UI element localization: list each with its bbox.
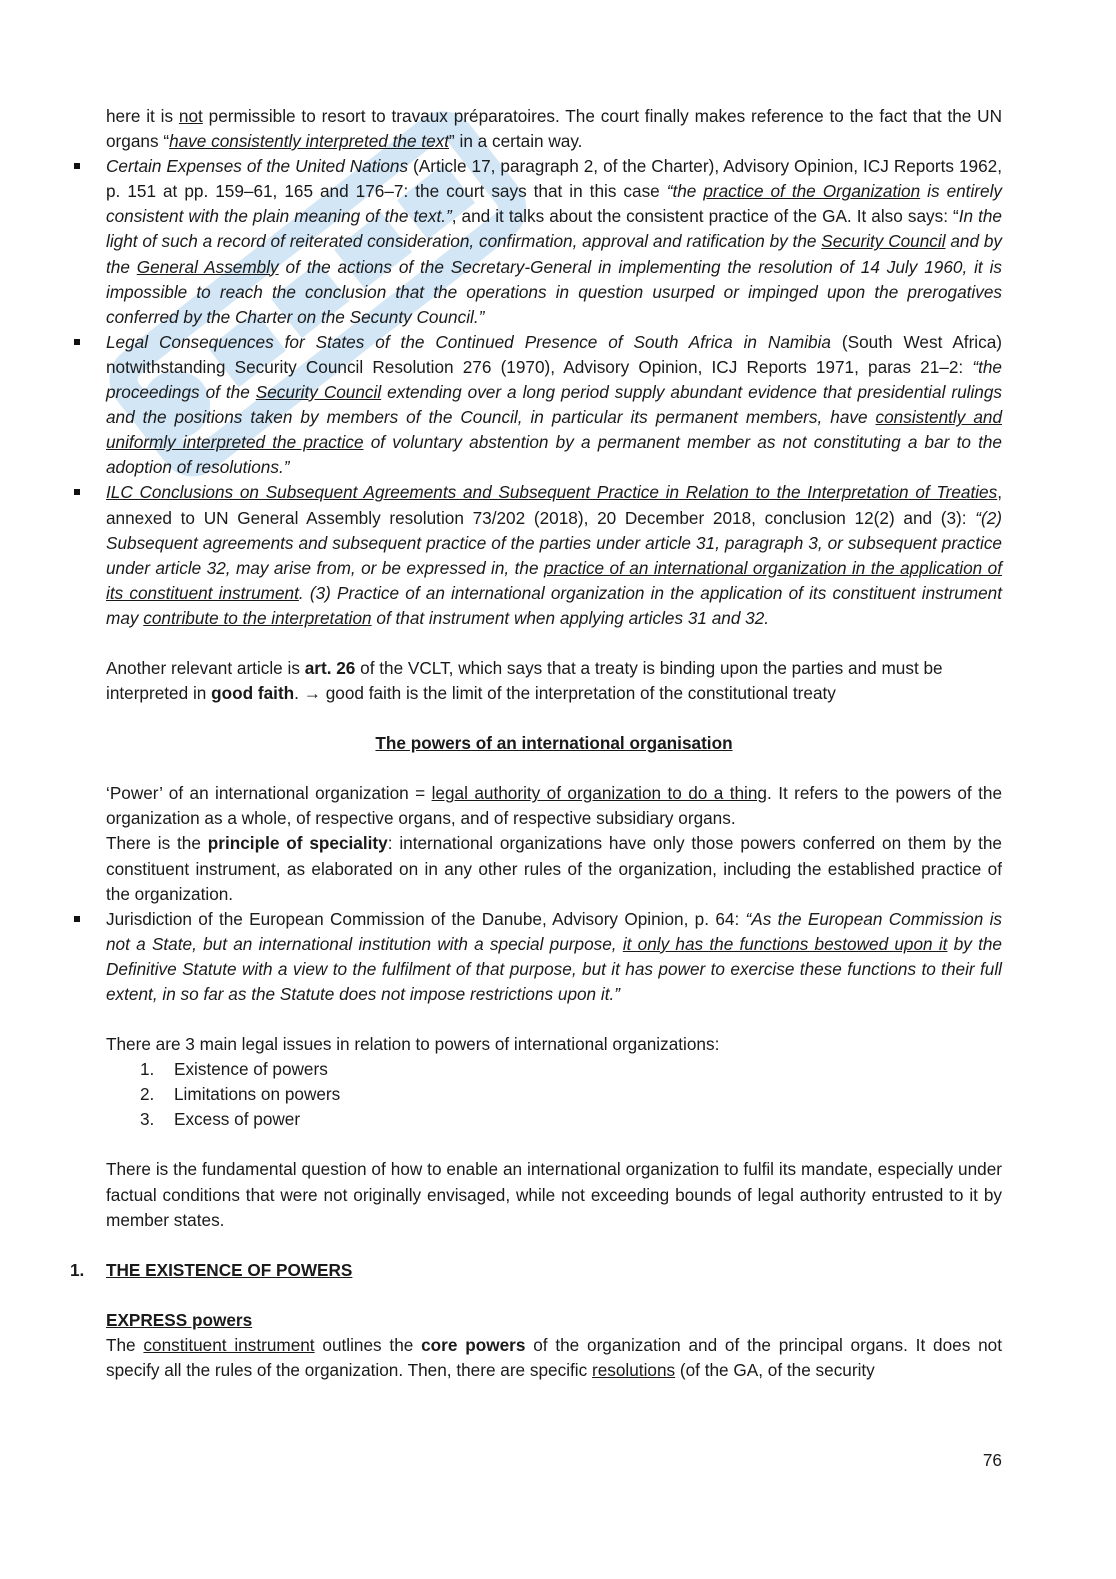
speciality-paragraph: There is the principle of speciality: international organizations have only those powers conferred on them by the constituent instrument, as elaborated on in any other rules of the organization, including the established practice of the organization. bbox=[106, 833, 1002, 904]
intro-paragraph: here it is not permissible to resort to travaux préparatoires. The court finally makes reference to the fact that the UN organs “have consistently interpreted the text” in a certain way. bbox=[106, 106, 1002, 152]
section-heading-existence: 1. THE EXISTENCE OF POWERS bbox=[70, 1259, 353, 1280]
fundamental-paragraph: There is the fundamental question of how to enable an international organization to fulfil its mandate, especially under factual conditions that were not originally envisaged, while not exceeding bounds of legal authority entrusted to it by member states. bbox=[106, 1159, 1002, 1230]
case-name: Certain Expenses of the United Nations bbox=[106, 156, 409, 177]
document-body bbox=[70, 104, 1003, 1383]
express-paragraph: The constituent instrument outlines the core powers of the organization and of the principal organs. It does not specify all the rules of the organization. Then, there are specific resolutions (of the GA, of the security bbox=[106, 1334, 1002, 1381]
case-name: ILC Conclusions on Subsequent Agreements and Subsequent Practice in Relation to the Interpretation of Treaties bbox=[106, 482, 998, 503]
art26-paragraph: Another relevant article is art. 26 of the VCLT, which says that a treaty is binding upon the parties and must be interpreted in good faith. → good faith is the limit of the interpretation of the constitutional treaty bbox=[106, 657, 943, 704]
arrow-icon: → bbox=[303, 683, 321, 704]
case-namibia: Legal Consequences for States of the Continued Presence of South Africa in Namibia (South West Africa) notwithstanding Security Council Resolution 276 (1970), Advisory Opinion, ICJ Reports 1971, paras 21–2: “the proceedings of the Security Council extending over a long period supply abundant evidence that presidential rulings and the positions taken by members of the Council, in particular its permanent members, have consistently and uniformly interpreted the practice of voluntary abstention by a permanent member as not constituting a bar to the adoption of resolutions.” bbox=[106, 330, 1002, 481]
case-list bbox=[106, 154, 1002, 631]
page-number: 76 bbox=[982, 1450, 1002, 1470]
quoted-phrase: have consistently interpreted the text bbox=[169, 131, 449, 152]
case-certain-expenses: Certain Expenses of the United Nations (Article 17, paragraph 2, of the Charter), Advisory Opinion, ICJ Reports 1962, p. 151 at pp. 159–61, 165 and 176–7: the court says that in this case “the practice of the Organization is entirely consistent with the plain meaning of the text.”, and it talks about the consistent practice of the GA. It also says: “In the light of such a record of reiterated consideration, confirmation, approval and ratification by the Security Council and by the General Assembly of the actions of the Secretary-General in implementing the resolution of 14 July 1960, it is impossible to reach the conclusion that the operations in question usurped or impinged upon the prerogatives conferred by the Charter on the Secunty Council.” bbox=[106, 154, 1002, 330]
case-name: Legal Consequences for States of the Continued Presence of South Africa in Namibia bbox=[106, 331, 831, 352]
issues-list bbox=[106, 1057, 1002, 1132]
case-ilc-conclusions: ILC Conclusions on Subsequent Agreements and Subsequent Practice in Relation to the Interpretation of Treaties, annexed to UN General Assembly resolution 73/202 (2018), 20 December 2018, conclusion 12(2) and (3): “(2) Subsequent agreements and subsequent practice of the parties under article 31, paragraph 3, or subsequent practice under article 32, may arise from, or be expressed in, the practice of an international organization in the application of its constituent instrument. (3) Practice of an international organization in the application of its constituent instrument may contribute to the interpretation of that instrument when applying articles 31 and 32. bbox=[106, 480, 1002, 631]
power-definition: ‘Power’ of an international organization = legal authority of organization to do a thing. It refers to the powers of the organization as a whole, of respective organs, and of respective subsidiary organs. bbox=[106, 783, 1003, 829]
section-title: The powers of an international organisation bbox=[375, 733, 733, 754]
issue-item: 3. Excess of power bbox=[140, 1109, 301, 1130]
danube-list bbox=[106, 907, 1002, 1007]
issues-intro: There are 3 main legal issues in relation to powers of international organizations: bbox=[106, 1034, 720, 1055]
subheading-express-powers: EXPRESS powers bbox=[106, 1309, 253, 1330]
case-danube: Jurisdiction of the European Commission of the Danube, Advisory Opinion, p. 64: “As the European Commission is not a State, but an international institution with a special purpose, it only has the functions bestowed upon it by the Definitive Statute with a view to the fulfilment of that purpose, but it has power to exercise these functions to their full extent, in so far as the Statute does not impose restrictions upon it.” bbox=[106, 907, 1002, 1007]
issue-item: 2. Limitations on powers bbox=[140, 1084, 341, 1105]
underlined-not: not bbox=[178, 106, 203, 126]
issue-item: 1. Existence of powers bbox=[140, 1059, 328, 1080]
